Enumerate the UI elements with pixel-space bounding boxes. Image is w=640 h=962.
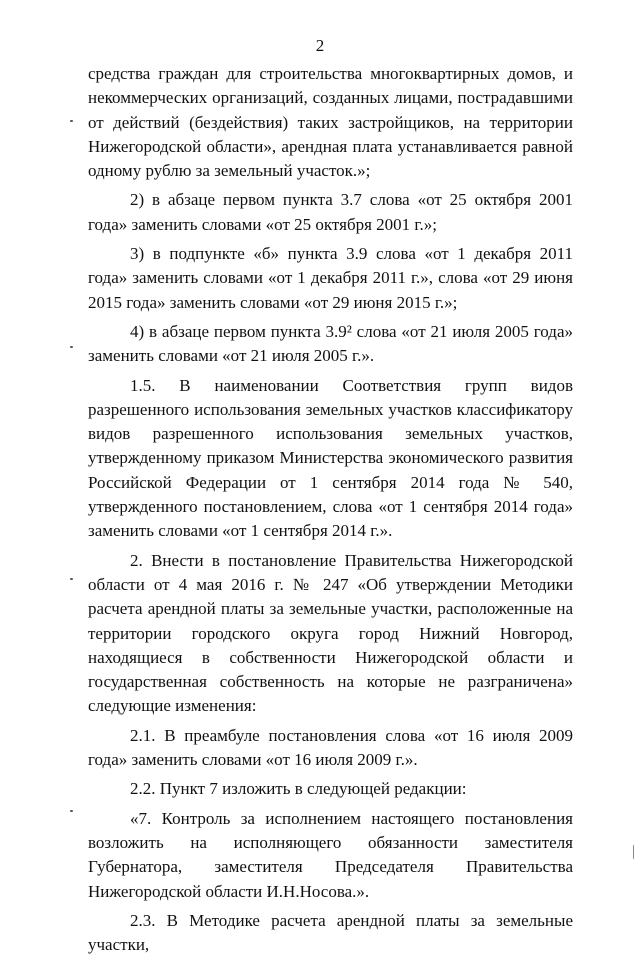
scan-speck — [70, 346, 73, 348]
paragraph-8: 2.2. Пункт 7 изложить в следующей редакции: — [130, 779, 467, 799]
paragraph-1: средства граждан для строительства многоквартирных домов, и некоммерческих организаций, созданных лицами, пострадавшими от действий (бездействия) таких застройщиков, на территории Нижегородской области», арендная плата устанавливается равной одному рублю за земельный участок.»; — [88, 64, 573, 181]
scan-speck — [70, 578, 73, 580]
document-body — [88, 62, 573, 962]
paragraph-9: «7. Контроль за исполнением настоящего постановления возложить на исполняющего обязанности заместителя Губернатора, заместителя Председателя Правительства Нижегородской области И.Н.Носова.». — [88, 808, 573, 901]
paragraph-7: 2.1. В преамбуле постановления слова «от 16 июля 2009 года» заменить словами «от 16 июля 2009 г.». — [88, 725, 573, 770]
scan-speck — [70, 810, 73, 812]
paragraph-6: 2. Внести в постановление Правительства Нижегородской области от 4 мая 2016 г. № 247 «Об утверждении Методики расчета арендной платы за земельные участки, расположенные на территории городского округа город Нижний Новгород, находящиеся в собственности Нижегородской области и государственная собственность на которые не разграничена» следующие изменения: — [88, 550, 573, 716]
scan-speck — [633, 845, 634, 859]
paragraph-5: 1.5. В наименовании Соответствия групп видов разрешенного использования земельных участков классификатору видов разрешенного использования земельных участков, утвержденному приказом Министерства экономического развития Российской Федерации от 1 сентября 2014 года № 540, утвержденного постановлением, слова «от 1 сентября 2014 года» заменить словами «от 1 сентября 2014 г.». — [88, 375, 573, 541]
scan-speck — [70, 120, 73, 122]
paragraph-10: 2.3. В Методике расчета арендной платы за земельные участки, — [88, 910, 573, 955]
page-number: 2 — [315, 36, 325, 55]
paragraph-4: 4) в абзаце первом пункта 3.9² слова «от 21 июля 2005 года» заменить словами «от 21 июля 2005 г.». — [88, 321, 573, 366]
paragraph-2: 2) в абзаце первом пункта 3.7 слова «от 25 октября 2001 года» заменить словами «от 25 октября 2001 г.»; — [88, 190, 573, 234]
paragraph-3: 3) в подпункте «б» пункта 3.9 слова «от 1 декабря 2011 года» заменить словами «от 1 декабря 2011 г.», слова «от 29 июня 2015 года» заменить словами «от 29 июня 2015 г.»; — [88, 244, 573, 312]
